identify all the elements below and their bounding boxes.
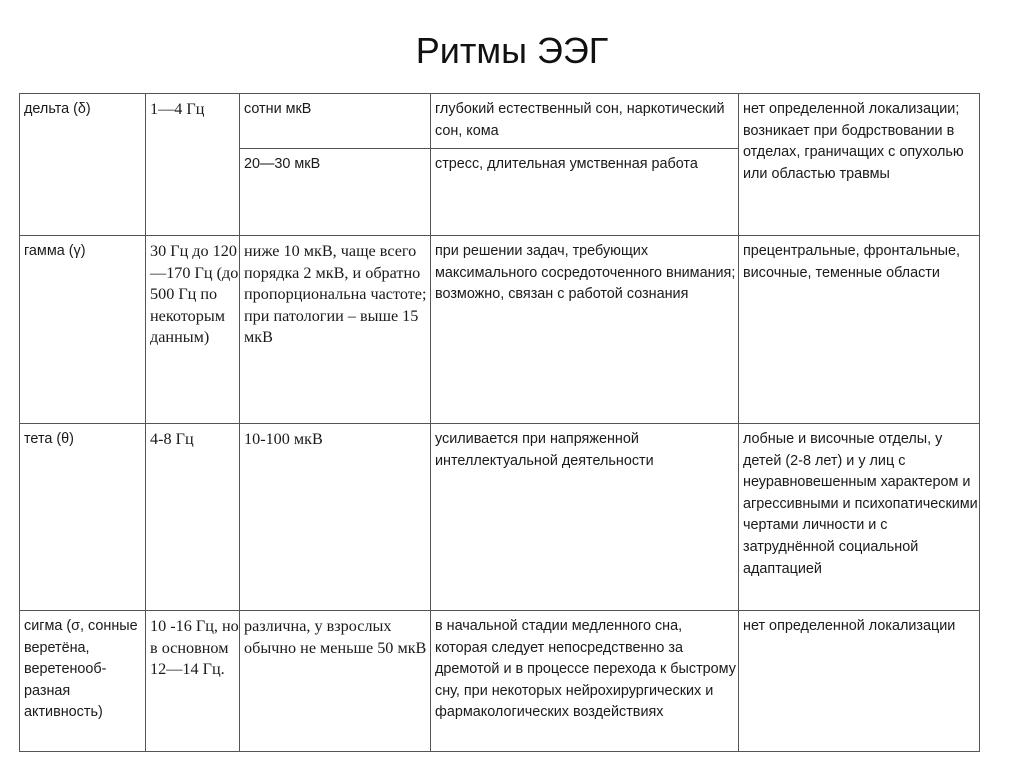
rhythm-localization: нет определенной локализации; возникает при бодрствовании в отделах, граничащих с опухолью или областью травмы <box>739 94 980 236</box>
table-row-sigma <box>20 611 980 752</box>
rhythm-name: тета (θ) <box>20 424 146 611</box>
rhythm-conditions: в начальной стадии медленного сна, которая следует непосредственно за дремотой и в процессе перехода к быстрому сну, при некоторых нейрохирургических и фармакологических воздействиях <box>431 611 739 752</box>
rhythm-amplitude: 10-100 мкВ <box>240 424 431 611</box>
page-title: Ритмы ЭЭГ <box>415 30 609 71</box>
rhythm-name: гамма (γ) <box>20 236 146 424</box>
rhythm-amplitude: ниже 10 мкВ, чаще всего порядка 2 мкВ, и обратно пропорциональна частоте; при патологии – выше 15 мкВ <box>240 236 431 424</box>
rhythm-frequency: 4-8 Гц <box>146 424 240 611</box>
rhythm-amplitude: 20—30 мкВ <box>240 149 431 236</box>
table-row-gamma <box>20 236 980 424</box>
rhythm-frequency: 30 Гц до 120—170 Гц (до 500 Гц по некоторым данным) <box>146 236 240 424</box>
rhythm-localization: нет определенной локализации <box>739 611 980 752</box>
rhythm-amplitude: различна, у взрослых обычно не меньше 50 мкВ <box>240 611 431 752</box>
rhythm-localization: лобные и височные отделы, у детей (2-8 лет) и у лиц с неуравновешенным характером и агрессивными и психопатическими чертами личности и с затруднённой социальной адаптацией <box>739 424 980 611</box>
rhythm-localization: прецентральные, фронтальные, височные, теменные области <box>739 236 980 424</box>
rhythm-frequency: 1—4 Гц <box>146 94 240 236</box>
eeg-rhythms-table <box>19 93 980 752</box>
rhythm-conditions: глубокий естественный сон, наркотический сон, кома <box>431 94 739 149</box>
rhythm-frequency: 10 -16 Гц, но в основном 12—14 Гц. <box>146 611 240 752</box>
rhythm-name: сигма (σ, сонные веретёна, веретенооб-разная активность) <box>20 611 146 752</box>
rhythm-amplitude: сотни мкВ <box>240 94 431 149</box>
rhythm-conditions: усиливается при напряженной интеллектуальной деятельности <box>431 424 739 611</box>
rhythm-name: дельта (δ) <box>20 94 146 236</box>
rhythm-conditions: стресс, длительная умственная работа <box>431 149 739 236</box>
table-row-theta <box>20 424 980 611</box>
rhythm-conditions: при решении задач, требующих максимального сосредоточенного внимания; возможно, связан с работой сознания <box>431 236 739 424</box>
table-row-delta <box>20 94 980 149</box>
